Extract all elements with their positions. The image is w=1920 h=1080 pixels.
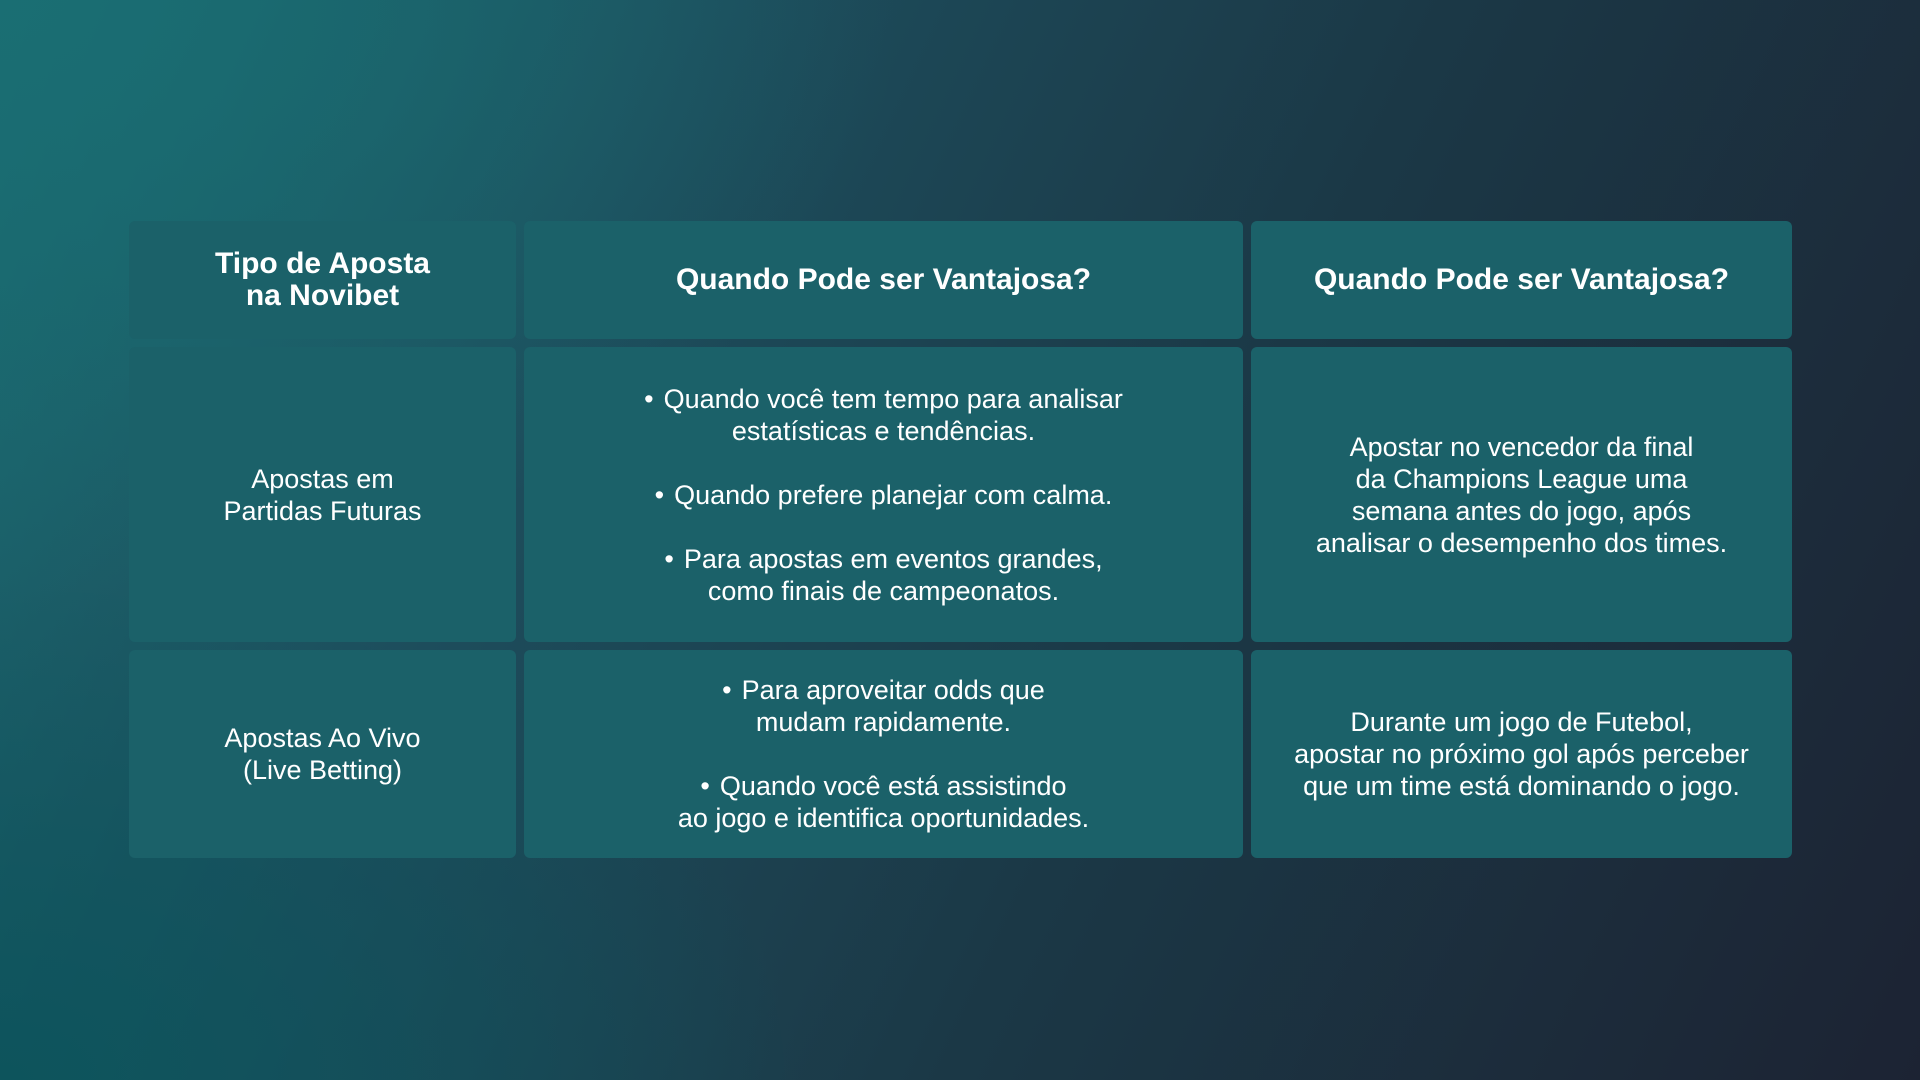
header-when-advantageous-text: Quando Pode ser Vantajosa?	[675, 263, 1092, 296]
header-bet-type-line2: na Novibet	[245, 279, 400, 312]
bullet-icon: •	[700, 771, 710, 801]
row2-bet-type-line2: (Live Betting)	[242, 755, 403, 785]
row2-bullet1-line1: Para aproveitar odds que	[741, 675, 1045, 705]
row2-bet-type-line1: Apostas Ao Vivo	[224, 723, 421, 753]
header-example	[1251, 221, 1792, 339]
bullet-icon: •	[722, 675, 732, 705]
row1-bullet3-line1: Para apostas em eventos grandes,	[683, 543, 1103, 574]
row1-bet-type-line1: Apostas em	[251, 463, 394, 494]
row2-example-line3: que um time está dominando o jogo.	[1303, 771, 1740, 801]
list-item	[644, 543, 1123, 607]
row2-bullet1-line2: mudam rapidamente.	[755, 707, 1012, 737]
row1-example-line3: semana antes do jogo, após	[1351, 495, 1692, 526]
header-bet-type-line1: Tipo de Aposta	[214, 247, 430, 280]
row1-example-line2: da Champions League uma	[1355, 463, 1688, 494]
row2-bullet-list	[678, 674, 1089, 834]
row2-advantages	[524, 650, 1243, 858]
comparison-table	[129, 221, 1792, 858]
row1-advantages	[524, 347, 1243, 642]
header-when-advantageous	[524, 221, 1243, 339]
row1-bullet2-line1: Quando prefere planejar com calma.	[674, 479, 1113, 510]
header-example-text: Quando Pode ser Vantajosa?	[1313, 263, 1730, 296]
row2-bullet2-line2: ao jogo e identifica oportunidades.	[677, 803, 1090, 833]
row2-bet-type	[129, 650, 516, 858]
row2-example-line2: apostar no próximo gol após perceber	[1294, 739, 1749, 769]
row2-example-line1: Durante um jogo de Futebol,	[1350, 707, 1693, 737]
row1-bet-type	[129, 347, 516, 642]
row1-bullet1-line2: estatísticas e tendências.	[731, 415, 1036, 446]
row1-bet-type-line2: Partidas Futuras	[223, 495, 422, 526]
row1-example-line4: analisar o desempenho dos times.	[1315, 527, 1728, 558]
bullet-icon: •	[644, 383, 654, 414]
row1-example	[1251, 347, 1792, 642]
row2-example	[1251, 650, 1792, 858]
list-item	[644, 479, 1123, 511]
row1-example-line1: Apostar no vencedor da final	[1349, 431, 1694, 462]
row1-bullet3-line2: como finais de campeonatos.	[707, 575, 1060, 606]
row1-bullet-list	[644, 383, 1123, 607]
header-bet-type	[129, 221, 516, 339]
list-item	[644, 383, 1123, 447]
row2-bullet2-line1: Quando você está assistindo	[719, 771, 1067, 801]
list-item	[678, 770, 1089, 834]
list-item	[678, 674, 1089, 738]
row1-bullet1-line1: Quando você tem tempo para analisar	[663, 383, 1123, 414]
bullet-icon: •	[664, 543, 674, 574]
bullet-icon: •	[654, 479, 665, 510]
